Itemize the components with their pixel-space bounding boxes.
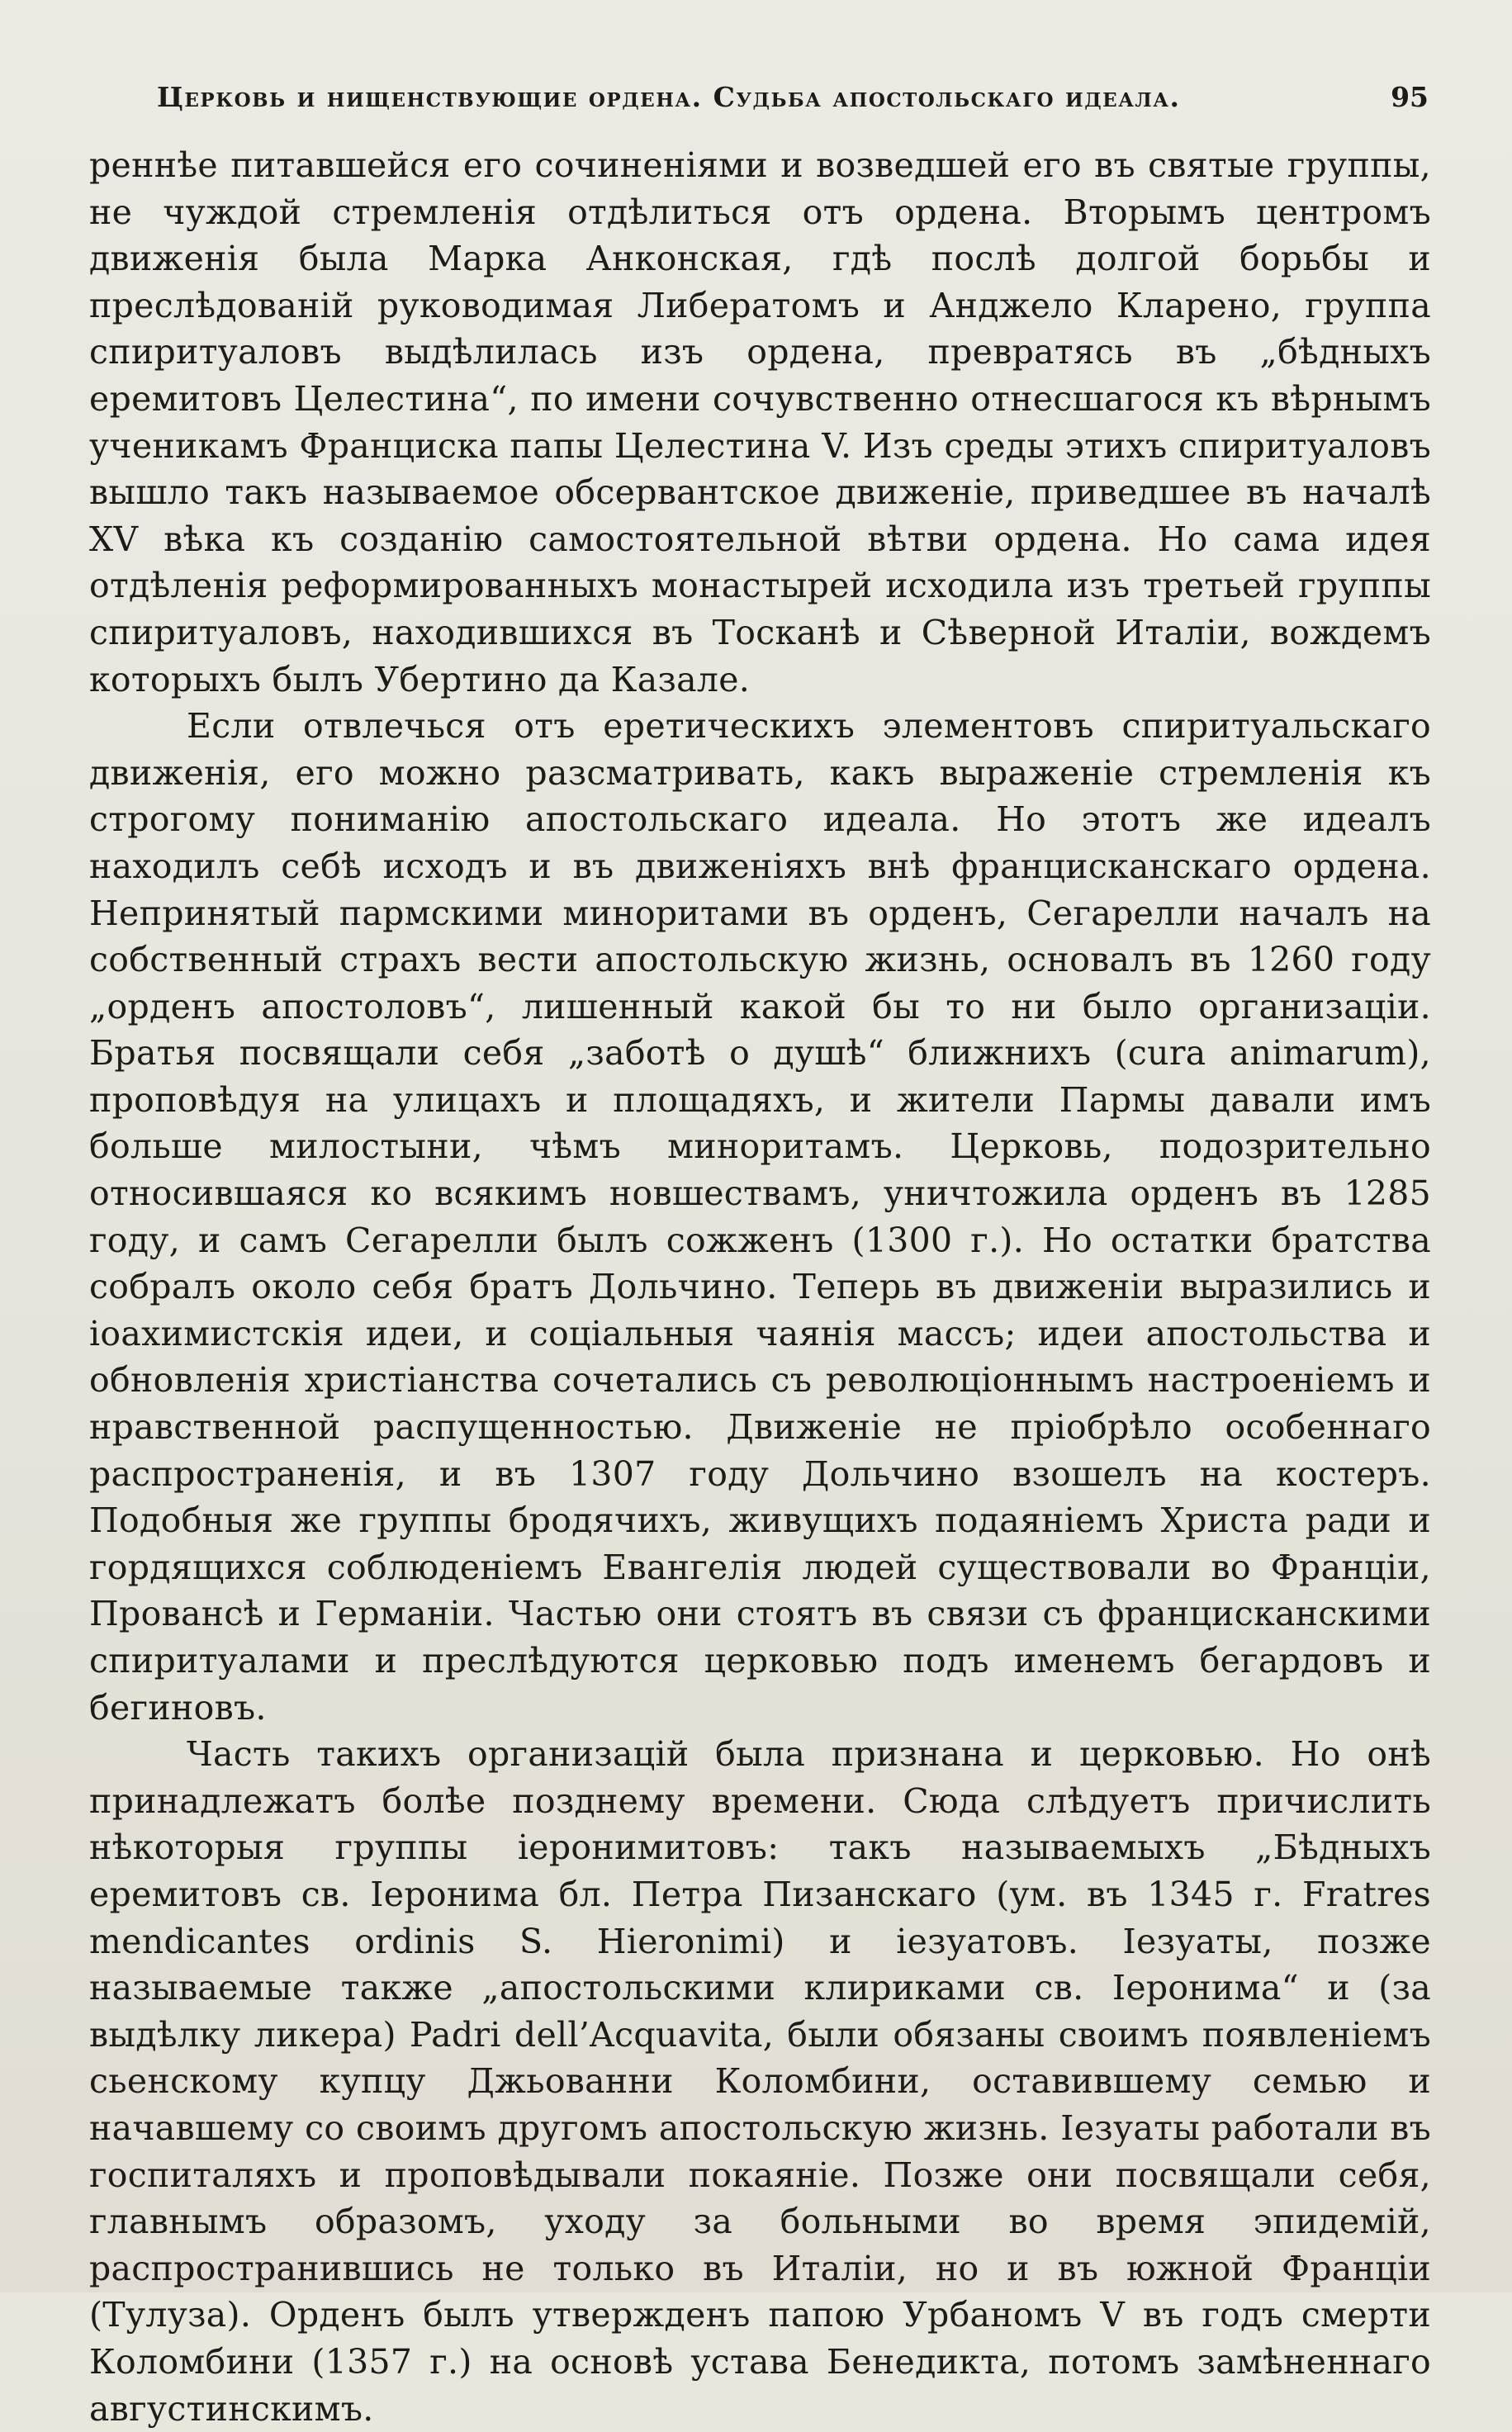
paragraph-1: реннѣе питавшейся его сочиненіями и возведшей его въ святые группы, не чуждой стремленія отдѣлиться отъ ордена. Вторымъ центромъ движенія была Марка Анконская, гдѣ послѣ долгой борьбы и преслѣдованій руководимая Либератомъ и Анджело Кларено, группа спиритуаловъ выдѣлилась изъ ордена, превратясь въ „бѣдныхъ еремитовъ Целестина“, по имени сочувственно отнесшагося къ вѣрнымъ ученикамъ Франциска папы Целестина V. Изъ среды этихъ спиритуаловъ вышло такъ называемое обсервантское движеніе, приведшее въ началѣ XV вѣка къ созданію самостоятельной вѣтви ордена. Но сама идея отдѣленія реформированныхъ монастырей исходила изъ третьей группы спиритуаловъ, находившихся въ Тосканѣ и Сѣверной Италіи, вождемъ которыхъ былъ Убертино да Казале.: [89, 145, 1432, 699]
paragraph-2: Если отвлечься отъ еретическихъ элементовъ спиритуальскаго движенія, его можно разсматривать, какъ выраженіе стремленія къ строгому пониманію апостольскаго идеала. Но этотъ же идеалъ находилъ себѣ исходъ и въ движеніяхъ внѣ францисканскаго ордена. Непринятый пармскими миноритами въ орденъ, Сегарелли началъ на собственный страхъ вести апостольскую жизнь, основалъ въ 1260 году „орденъ апостоловъ“, лишенный какой бы то ни было организаціи. Братья посвящали себя „заботѣ о душѣ“ ближнихъ (cura animarum), проповѣдуя на улицахъ и площадяхъ, и жители Пармы давали имъ больше милостыни, чѣмъ миноритамъ. Церковь, подозрительно относившаяся ко всякимъ новшествамъ, уничтожила орденъ въ 1285 году, и самъ Сегарелли былъ сожженъ (1300 г.). Но остатки братства собралъ около себя братъ Дольчино. Теперь въ движеніи выразились и іоахимистскія идеи, и соціальныя чаянія массъ; идеи апостольства и обновленія христіанства сочетались съ революціоннымъ настроеніемъ и нравственной распущенностью. Движеніе не пріобрѣло особеннаго распространенія, и въ 1307 году Дольчино взошелъ на костеръ. Подобныя же группы бродячихъ, живущихъ подаяніемъ Христа ради и гордящихся соблюденіемъ Евангелія людей существовали во Франціи, Провансѣ и Германіи. Частью они стоятъ въ связи съ францисканскими спиритуалами и преслѣдуются церковью подъ именемъ бегардовъ и бегиновъ.: [89, 706, 1431, 1728]
running-header: [157, 81, 1429, 113]
running-title: Церковь и нищенствующие ордена. Судьба апостольскаго идеала.: [157, 81, 1181, 113]
body-text: [89, 142, 1431, 2432]
page-number: 95: [1391, 81, 1429, 113]
paragraph-3: Часть такихъ организацій была признана и церковью. Но онѣ принадлежатъ болѣе позднему времени. Сюда слѣдуетъ причислить нѣкоторыя группы іеронимитовъ: такъ называемыхъ „Бѣдныхъ еремитовъ св. Іеронима бл. Петра Пизанскаго (ум. въ 1345 г. Fratres mendicantes ordinis S. Hieronimi) и іезуатовъ. Іезуаты, позже называемые также „апостольскими клириками св. Іеронима“ и (за выдѣлку ликера) Padri dell’Acquavita, были обязаны своимъ появленіемъ сьенскому купцу Джьованни Коломбини, оставившему семью и начавшему со своимъ другомъ апостольскую жизнь. Іезуаты работали въ госпиталяхъ и проповѣдывали покаяніе. Позже они посвящали себя, главнымъ образомъ, уходу за больными во время эпидемій, распространившись не только въ Италіи, но и въ южной Франціи (Тулуза). Орденъ былъ утвержденъ папою Урбаномъ V въ годъ смерти Коломбини (1357 г.) на основѣ устава Бенедикта, потомъ замѣненнаго августинскимъ.: [89, 1734, 1431, 2429]
